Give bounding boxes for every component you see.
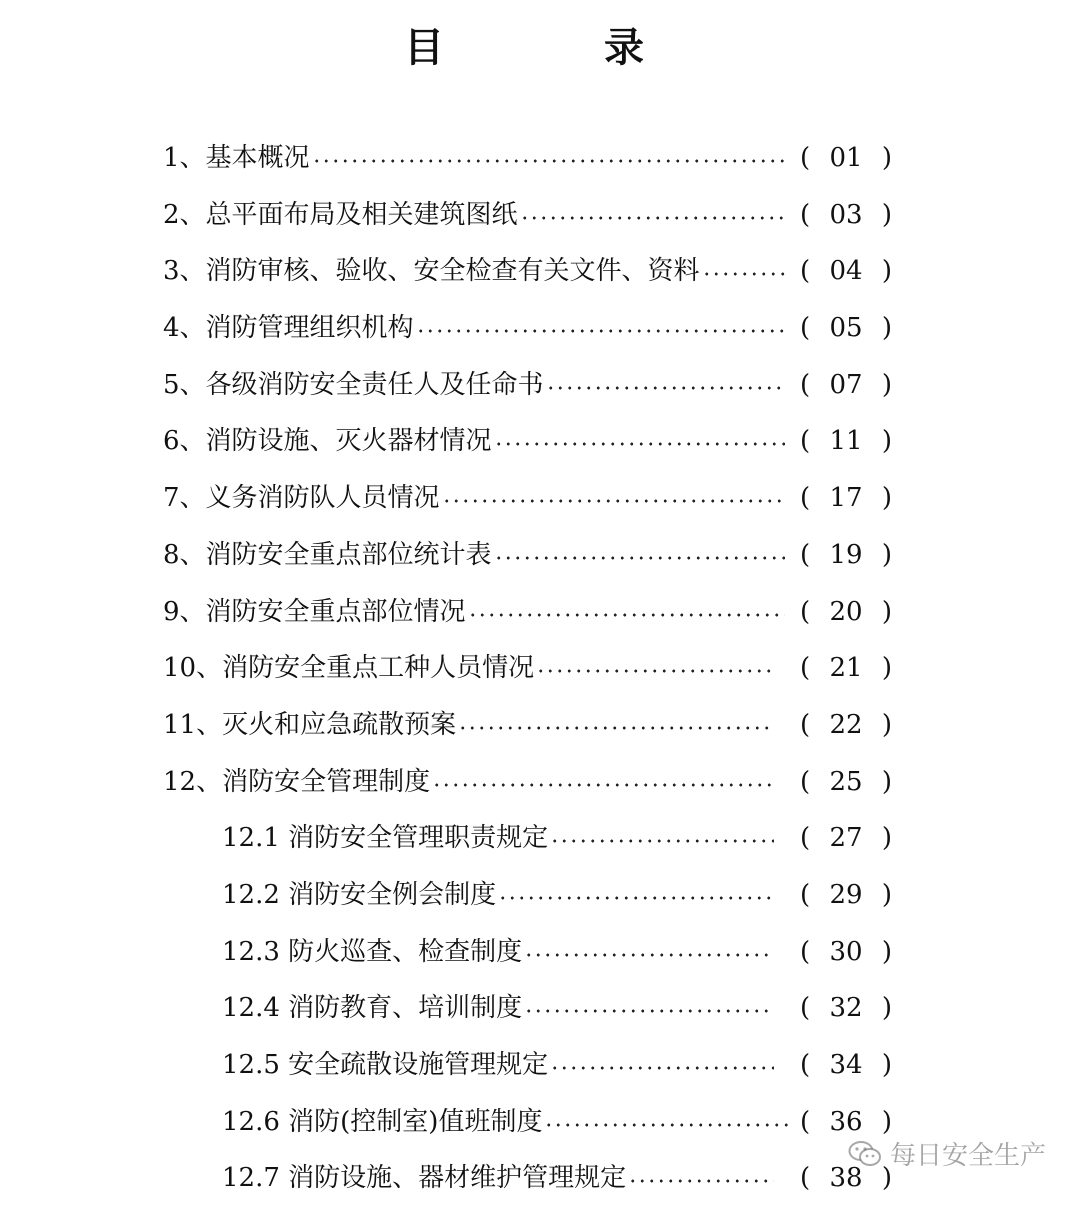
page-title — [0, 18, 1080, 78]
wechat-icon — [848, 1140, 882, 1168]
toc-subentry[interactable] — [0, 980, 1080, 1037]
toc-entry[interactable] — [0, 357, 1080, 414]
dot-leader — [494, 556, 785, 560]
toc-entry[interactable] — [0, 527, 1080, 584]
toc-page-number: ( 29 ) — [800, 879, 892, 910]
dot-leader — [550, 1066, 774, 1070]
toc-entry[interactable] — [0, 413, 1080, 470]
toc-page-number: ( 34 ) — [800, 1050, 892, 1080]
toc-entry-label: 4、消防管理组织机构 — [163, 313, 414, 344]
toc-subentry[interactable] — [0, 924, 1080, 981]
toc-page-number: ( 04 ) — [800, 256, 892, 287]
toc-entry-label: 8、消防安全重点部位统计表 — [163, 539, 492, 570]
toc-entry-label: 3、消防审核、验收、安全检查有关文件、资料 — [163, 256, 700, 287]
dot-leader — [498, 896, 774, 900]
toc-entry-label: 2、总平面布局及相关建筑图纸 — [163, 199, 518, 230]
toc-entry-label: 11、灭火和应急疏散预案 — [163, 709, 457, 740]
dot-leader — [628, 1179, 774, 1183]
toc-subentry-label: 12.5 安全疏散设施管理规定 — [222, 1050, 549, 1080]
toc-subentry-label: 12.2 消防安全例会制度 — [222, 879, 497, 910]
toc-entry-label: 6、消防设施、灭火器材情况 — [163, 426, 492, 457]
dot-leader — [468, 613, 785, 617]
dot-leader — [432, 783, 773, 787]
toc-page-number: ( 05 ) — [800, 313, 892, 344]
toc-subentry-label: 12.1 消防安全管理职责规定 — [222, 823, 549, 854]
toc-page-number: ( 03 ) — [800, 199, 892, 230]
title-char-1: 目 — [404, 25, 444, 71]
toc-subentry-label: 12.4 消防教育、培训制度 — [222, 993, 523, 1024]
dot-leader — [494, 442, 785, 446]
toc-page-number: ( 30 ) — [800, 936, 892, 967]
toc-subentry-label: 12.7 消防设施、器材维护管理规定 — [222, 1163, 627, 1194]
toc-entry[interactable] — [0, 470, 1080, 527]
toc-page-number: ( 20 ) — [800, 596, 892, 627]
toc-entry-label: 1、基本概况 — [163, 143, 310, 173]
dot-leader — [702, 272, 785, 276]
toc-entry-label: 5、各级消防安全责任人及任命书 — [163, 369, 544, 400]
toc-subentry[interactable] — [0, 810, 1080, 867]
toc-entry[interactable] — [0, 697, 1080, 754]
toc-entry-label: 12、消防安全管理制度 — [163, 766, 431, 797]
title-char-2: 录 — [604, 25, 644, 71]
toc-page-number: ( 36 ) — [800, 1106, 892, 1137]
toc-page-number: ( 07 ) — [800, 369, 892, 400]
toc-entry[interactable] — [0, 640, 1080, 697]
watermark — [848, 1135, 1046, 1172]
toc-page-number: ( 27 ) — [800, 823, 892, 854]
dot-leader — [546, 386, 785, 390]
toc-entry[interactable] — [0, 300, 1080, 357]
dot-leader — [520, 216, 785, 220]
toc-entry-label: 7、义务消防队人员情况 — [163, 483, 440, 514]
dot-leader — [544, 1123, 792, 1127]
toc-entry-label: 10、消防安全重点工种人员情况 — [163, 653, 535, 684]
watermark-text: 每日安全生产 — [889, 1141, 1046, 1171]
toc-page-number: ( 11 ) — [800, 426, 892, 457]
toc-page-number: ( 32 ) — [800, 993, 892, 1024]
toc-page-number: ( 25 ) — [800, 766, 892, 797]
toc-page-number: ( 38 ) — [800, 1163, 892, 1194]
toc-page-number: ( 21 ) — [800, 653, 892, 684]
toc-page-number: ( 19 ) — [800, 539, 892, 570]
toc-entry[interactable] — [0, 130, 1080, 187]
toc-page-number: ( 01 ) — [800, 143, 892, 173]
dot-leader — [312, 159, 785, 163]
toc-entry[interactable] — [0, 584, 1080, 641]
toc-page-number: ( 17 ) — [800, 483, 892, 514]
toc-entry[interactable] — [0, 243, 1080, 300]
dot-leader — [536, 669, 773, 673]
toc-subentry-label: 12.3 防火巡查、检查制度 — [222, 936, 523, 967]
toc-entry-label: 9、消防安全重点部位情况 — [163, 596, 466, 627]
dot-leader — [442, 499, 785, 503]
toc-subentry[interactable] — [0, 867, 1080, 924]
toc-page-number: ( 22 ) — [800, 709, 892, 740]
toc-entry[interactable] — [0, 187, 1080, 244]
toc-subentry[interactable] — [0, 1037, 1080, 1094]
dot-leader — [524, 1009, 774, 1013]
dot-leader — [416, 329, 785, 333]
dot-leader — [524, 953, 774, 957]
toc-subentry-label: 12.6 消防(控制室)值班制度 — [222, 1106, 543, 1137]
dot-leader — [550, 839, 774, 843]
toc-list — [0, 130, 1080, 1207]
toc-entry[interactable] — [0, 754, 1080, 811]
dot-leader — [458, 726, 773, 730]
